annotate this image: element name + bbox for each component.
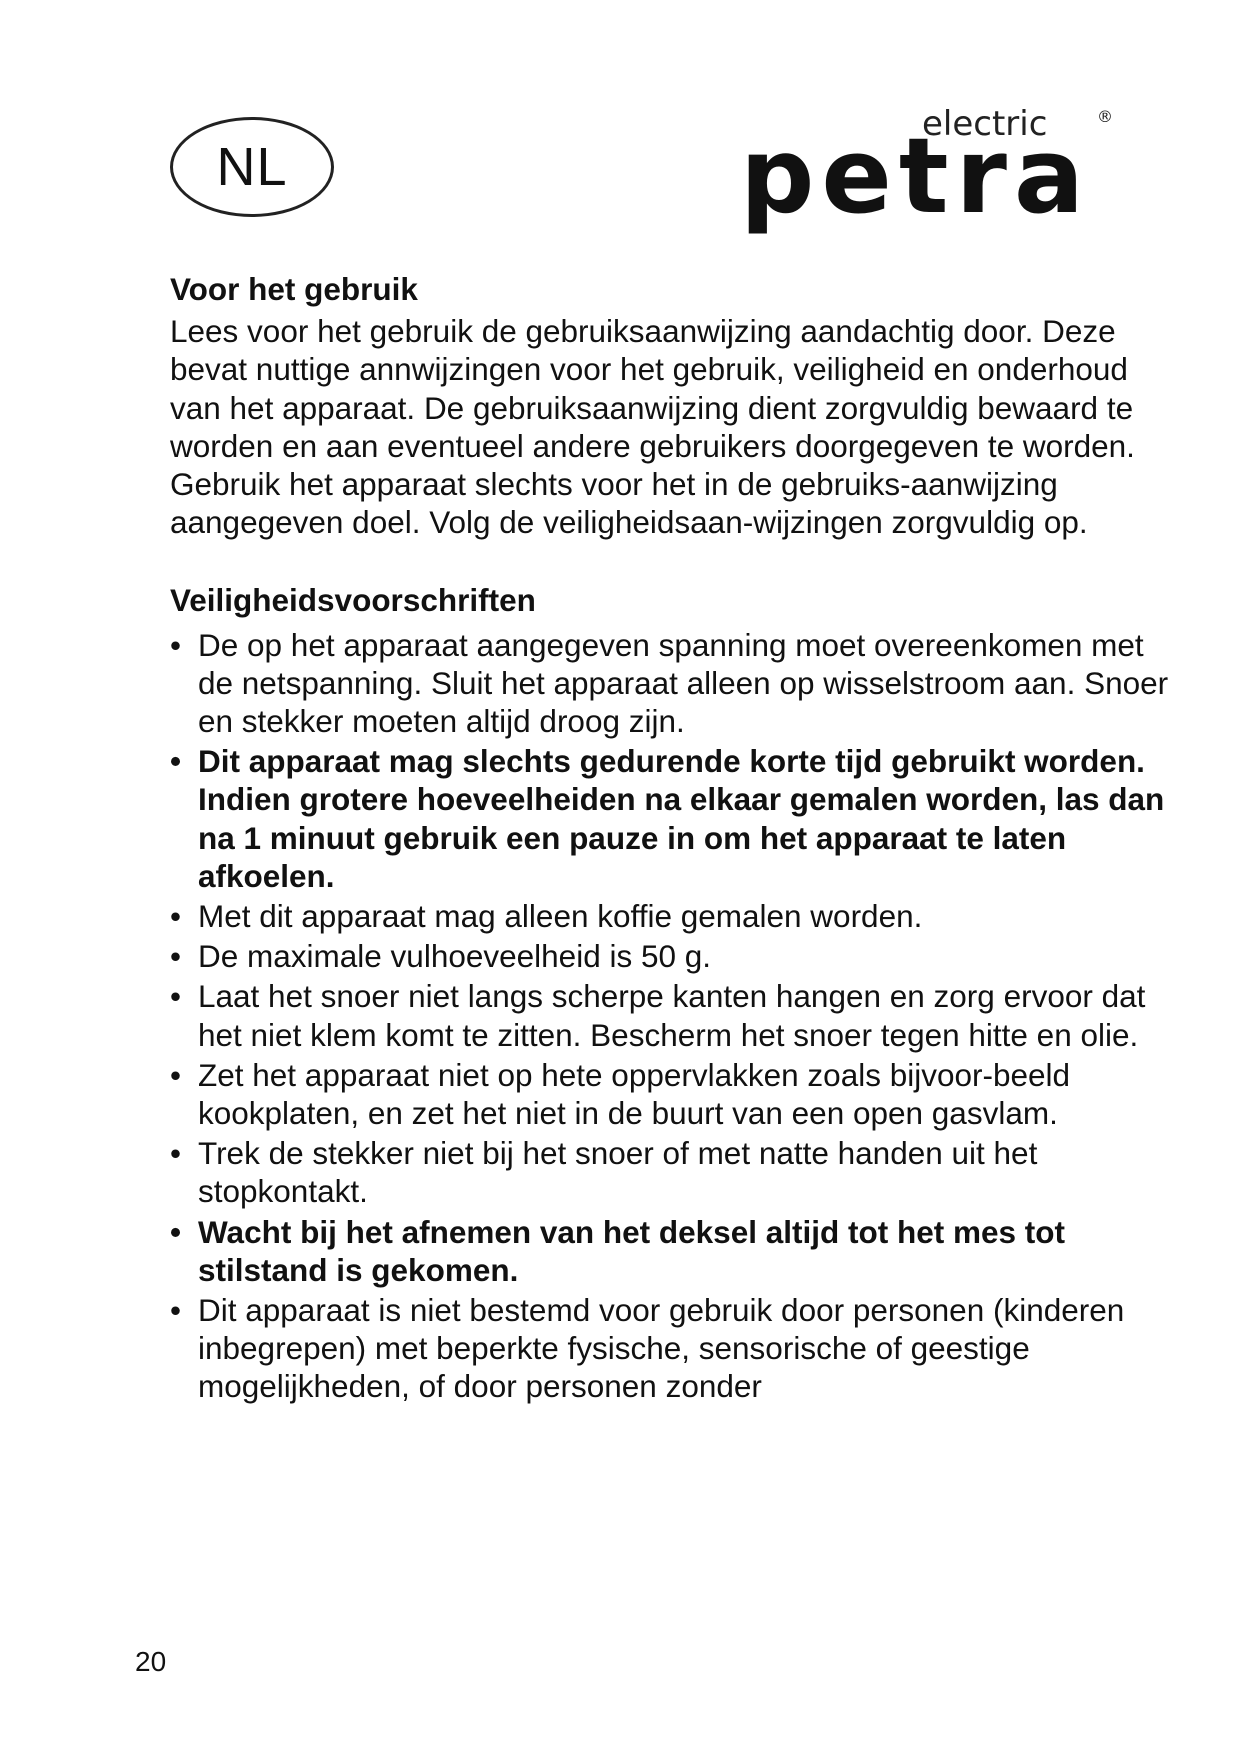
bullet-icon: • (170, 1056, 182, 1093)
main-content (170, 270, 1170, 1408)
bullet-icon: • (170, 898, 182, 935)
logo-wordmark: petra (740, 115, 1080, 237)
page-number: 20 (135, 1646, 167, 1677)
bullet-icon: • (170, 978, 182, 1015)
list-item: • Wacht bij het afnemen van het deksel altijd tot het mes tot stilstand is gekomen. (170, 1213, 1065, 1288)
safety-list (170, 626, 1170, 1406)
logo-tagline: electric (922, 104, 1048, 144)
bullet-icon: • (170, 1213, 182, 1250)
bullet-icon: • (170, 1135, 182, 1172)
bullet-icon: • (170, 626, 182, 663)
list-item: • De maximale vulhoeveelheid is 50 g. (170, 938, 712, 975)
registered-mark: ® (1097, 107, 1113, 126)
list-item: • Trek de stekker niet bij het snoer of met natte handen uit het stopkontakt. (170, 1135, 1038, 1210)
list-item: • Met dit apparaat mag alleen koffie gemalen worden. (170, 898, 923, 935)
list-item: • De op het apparaat aangegeven spanning moet overeenkomen met de netspanning. Sluit het apparaat alleen op wisselstroom aan. Snoer en stekker moeten altijd droog zijn. (170, 626, 1169, 740)
list-item: • Dit apparaat is niet bestemd voor gebruik door personen (kinderen inbegrepen) met beperkte fysische, sensorische of geestige mogelijkheden, of door personen zonder (170, 1292, 1125, 1405)
bullet-icon: • (170, 1292, 182, 1329)
safety-heading: Veiligheidsvoorschriften (170, 582, 536, 619)
bullet-icon: • (170, 938, 182, 975)
list-item: • Dit apparaat mag slechts gedurende korte tijd gebruikt worden. Indien grotere hoeveelheiden na elkaar gemalen worden, las dan na 1 minuut gebruik een pauze in om het apparaat te laten afkoelen. (170, 743, 1165, 894)
list-item: • Zet het apparaat niet op hete oppervlakken zoals bijvoor-beeld kookplaten, en zet het niet in de buurt van een open gasvlam. (170, 1056, 1071, 1132)
bullet-icon: • (170, 743, 182, 780)
intro-section (170, 270, 1170, 541)
language-badge (170, 117, 334, 217)
language-code: NL (216, 137, 288, 197)
list-item: • Laat het snoer niet langs scherpe kanten hangen en zorg ervoor dat het niet klem komt te zitten. Bescherm het snoer tegen hitte en olie. (170, 978, 1146, 1053)
intro-heading: Voor het gebruik (170, 271, 418, 307)
petra-electric-logo (740, 100, 1113, 245)
safety-section (170, 581, 1170, 1405)
intro-paragraph: Lees voor het gebruik de gebruiksaanwijzing aandachtig door. Deze bevat nuttige annwijzingen voor het gebruik, veiligheid en onderhoud van het apparaat. De gebruiksaanwijzing dient zorgvuldig bewaard te worden en aan eventueel andere gebruikers doorgegeven te worden. Gebruik het apparaat slechts voor het in de gebruiks-aanwijzing aangegeven doel. Volg de veiligheidsaan-wijzingen zorgvuldig op. (170, 313, 1135, 541)
